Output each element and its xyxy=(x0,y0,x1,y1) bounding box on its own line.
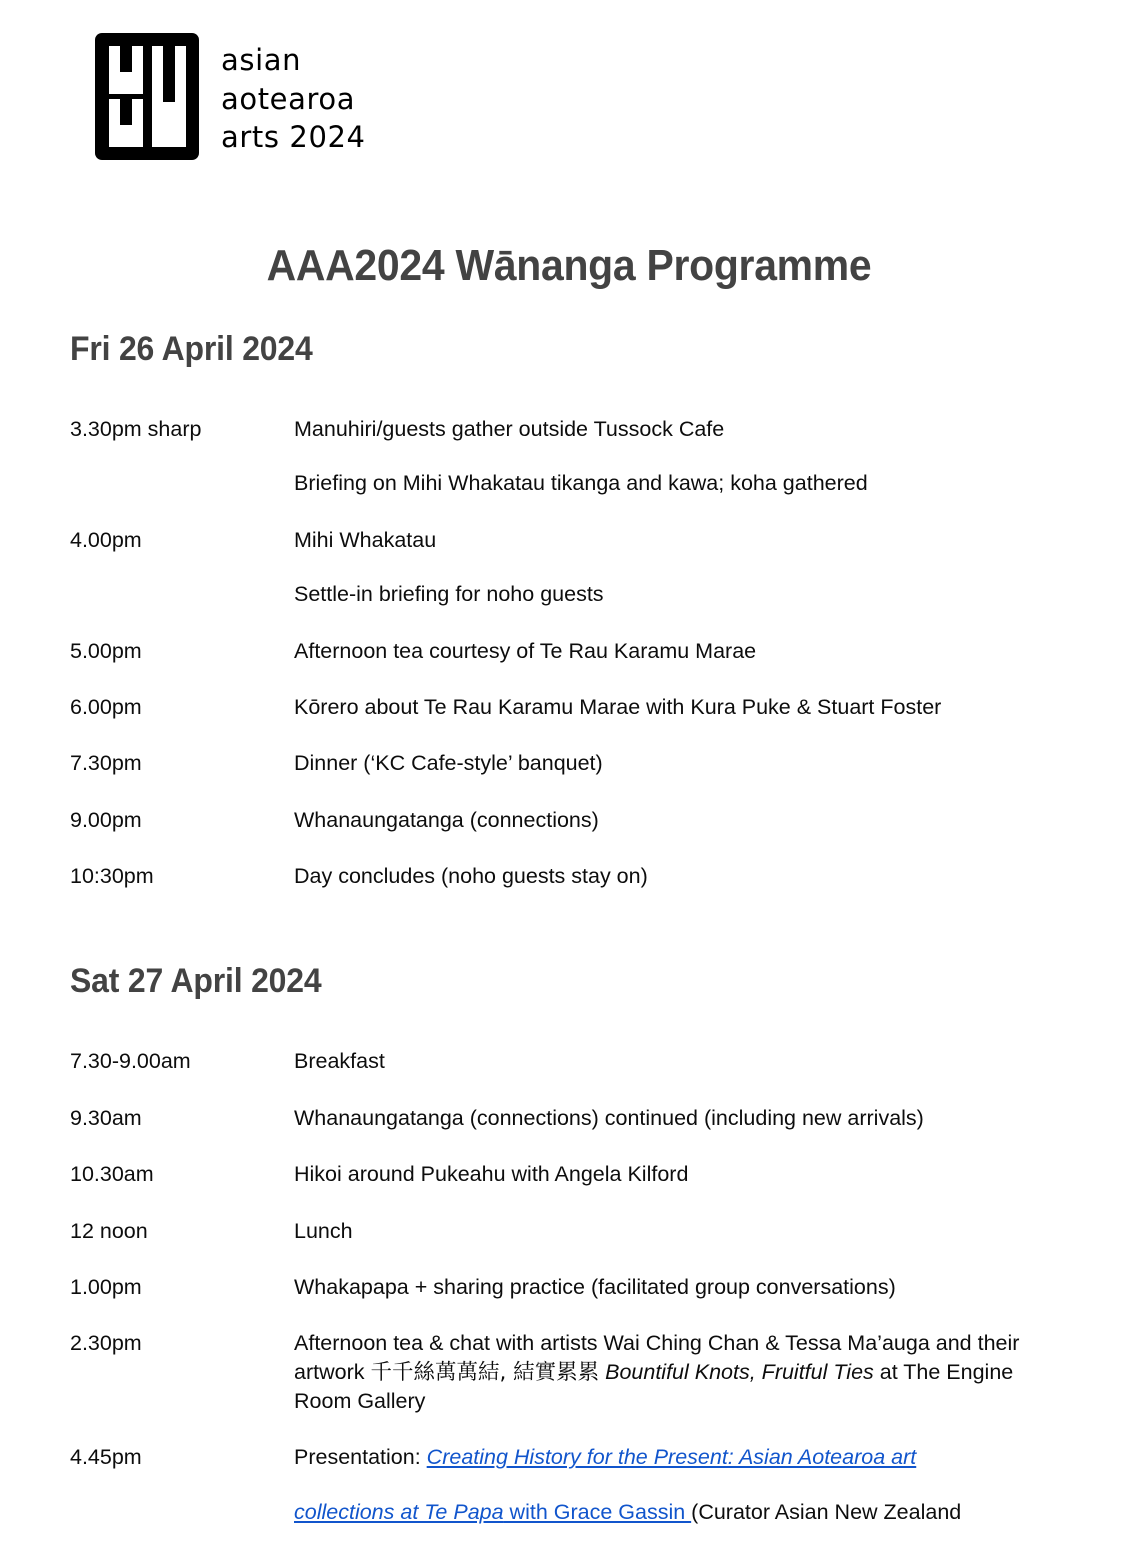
schedule-description xyxy=(294,749,1070,777)
wordmark-line-2: aotearoa xyxy=(221,81,356,116)
schedule-line: Dinner (‘KC Cafe-style’ banquet) xyxy=(294,751,603,776)
schedule-time: 7.30pm xyxy=(70,751,142,776)
schedule-row xyxy=(70,693,1070,721)
logo-shape-right-a-stem xyxy=(163,46,175,102)
day-section-saturday xyxy=(70,962,1070,1526)
presentation-link-part-2[interactable]: collections at Te Papa xyxy=(294,1499,504,1524)
wordmark-line-3: arts 2024 xyxy=(221,120,366,155)
schedule-description-artwork xyxy=(294,1329,1070,1415)
wordmark-line-1: asian xyxy=(221,43,302,77)
schedule-description xyxy=(294,1104,1070,1132)
schedule-time: 5.00pm xyxy=(70,638,142,663)
aaa-logo-mark-icon xyxy=(95,33,199,160)
schedule-description xyxy=(294,1217,1070,1245)
schedule-line: Whakapapa + sharing practice (facilitated group conversations) xyxy=(294,1274,896,1299)
schedule-time: 12 noon xyxy=(70,1218,148,1243)
schedule-row xyxy=(70,1104,1070,1132)
schedule-row xyxy=(70,637,1070,665)
schedule-line: Afternoon tea courtesy of Te Rau Karamu Marae xyxy=(294,638,757,663)
day-heading: Sat 27 April 2024 xyxy=(70,962,322,1001)
artwork-intro-text: Afternoon tea & chat with artists Wai Ching Chan & Tessa Ma’auga and their artwork xyxy=(294,1331,1020,1384)
schedule-line: Mihi Whakatau xyxy=(294,527,437,552)
artwork-title-english: Bountiful Knots, Fruitful Ties xyxy=(599,1359,874,1384)
schedule-time: 10:30pm xyxy=(70,864,154,888)
presentation-suffix: (Curator Asian New Zealand xyxy=(691,1499,962,1524)
schedule-row xyxy=(70,1443,1070,1526)
schedule-time: 9.30am xyxy=(70,1105,142,1130)
schedule-row xyxy=(70,749,1070,777)
schedule-row xyxy=(70,862,1070,890)
presentation-line-1 xyxy=(294,1443,1070,1471)
schedule-row xyxy=(70,1160,1070,1188)
schedule-time: 10.30am xyxy=(70,1162,154,1187)
schedule-row xyxy=(70,526,1070,609)
schedule-line: Manuhiri/guests gather outside Tussock Cafe xyxy=(294,417,725,441)
brand-logo xyxy=(95,33,366,160)
schedule-row xyxy=(70,1047,1070,1075)
artwork-venue-text: at The Engine Room Gallery xyxy=(294,1359,1014,1413)
presentation-link-part-1[interactable]: Creating History for the Present: Asian Aotearoa art xyxy=(426,1445,917,1470)
schedule-description xyxy=(294,1047,1070,1075)
schedule-line: Settle-in briefing for noho guests xyxy=(294,582,604,607)
schedule-description xyxy=(294,1273,1070,1301)
presentation-prefix: Presentation: xyxy=(294,1445,427,1470)
schedule-row xyxy=(70,1217,1070,1245)
schedule-time: 2.30pm xyxy=(70,1331,142,1356)
artwork-title-chinese: 千千絲萬萬結, 結實累累 xyxy=(370,1359,600,1385)
logo-shape-lower-left-a-stem xyxy=(120,99,132,125)
schedule-time: 4.45pm xyxy=(70,1445,142,1470)
schedule-line: Kōrero about Te Rau Karamu Marae with Kura Puke & Stuart Foster xyxy=(294,694,942,719)
presentation-line-2 xyxy=(294,1498,1070,1526)
schedule-time: 9.00pm xyxy=(70,807,142,832)
brand-wordmark xyxy=(221,41,366,157)
schedule-row xyxy=(70,1273,1070,1301)
schedule-row xyxy=(70,1329,1070,1415)
day-heading: Fri 26 April 2024 xyxy=(70,330,313,368)
schedule-row xyxy=(70,415,1070,498)
schedule-time: 1.00pm xyxy=(70,1274,142,1299)
schedule-time: 7.30-9.00am xyxy=(70,1049,191,1074)
programme-content xyxy=(70,330,1070,1554)
schedule-description xyxy=(294,862,1070,890)
schedule-description-presentation xyxy=(294,1443,1070,1526)
schedule-line: Whanaungatanga (connections) continued (including new arrivals) xyxy=(294,1105,924,1130)
schedule-row xyxy=(70,806,1070,834)
schedule-description xyxy=(294,526,1070,609)
schedule-line: Briefing on Mihi Whakatau tikanga and kawa; koha gathered xyxy=(294,471,868,496)
schedule-time: 3.30pm sharp xyxy=(70,417,202,441)
day-section-friday xyxy=(70,330,1070,890)
page-title: AAA2024 Wānanga Programme xyxy=(266,241,872,291)
schedule-description xyxy=(294,637,1070,665)
schedule-description xyxy=(294,1160,1070,1188)
schedule-line: Whanaungatanga (connections) xyxy=(294,807,599,832)
presentation-link-part-3[interactable]: with Grace Gassin xyxy=(503,1499,692,1524)
schedule-description xyxy=(294,693,1070,721)
schedule-line: Breakfast xyxy=(294,1049,385,1074)
schedule-description xyxy=(294,806,1070,834)
schedule-time: 4.00pm xyxy=(70,527,142,552)
schedule-line: Lunch xyxy=(294,1218,353,1243)
schedule-time: 6.00pm xyxy=(70,694,142,719)
logo-shape-upper-left-a-stem xyxy=(120,46,132,72)
schedule-line: Day concludes (noho guests stay on) xyxy=(294,864,648,888)
schedule-description xyxy=(294,415,1070,498)
schedule-line: Hikoi around Pukeahu with Angela Kilford xyxy=(294,1162,689,1187)
